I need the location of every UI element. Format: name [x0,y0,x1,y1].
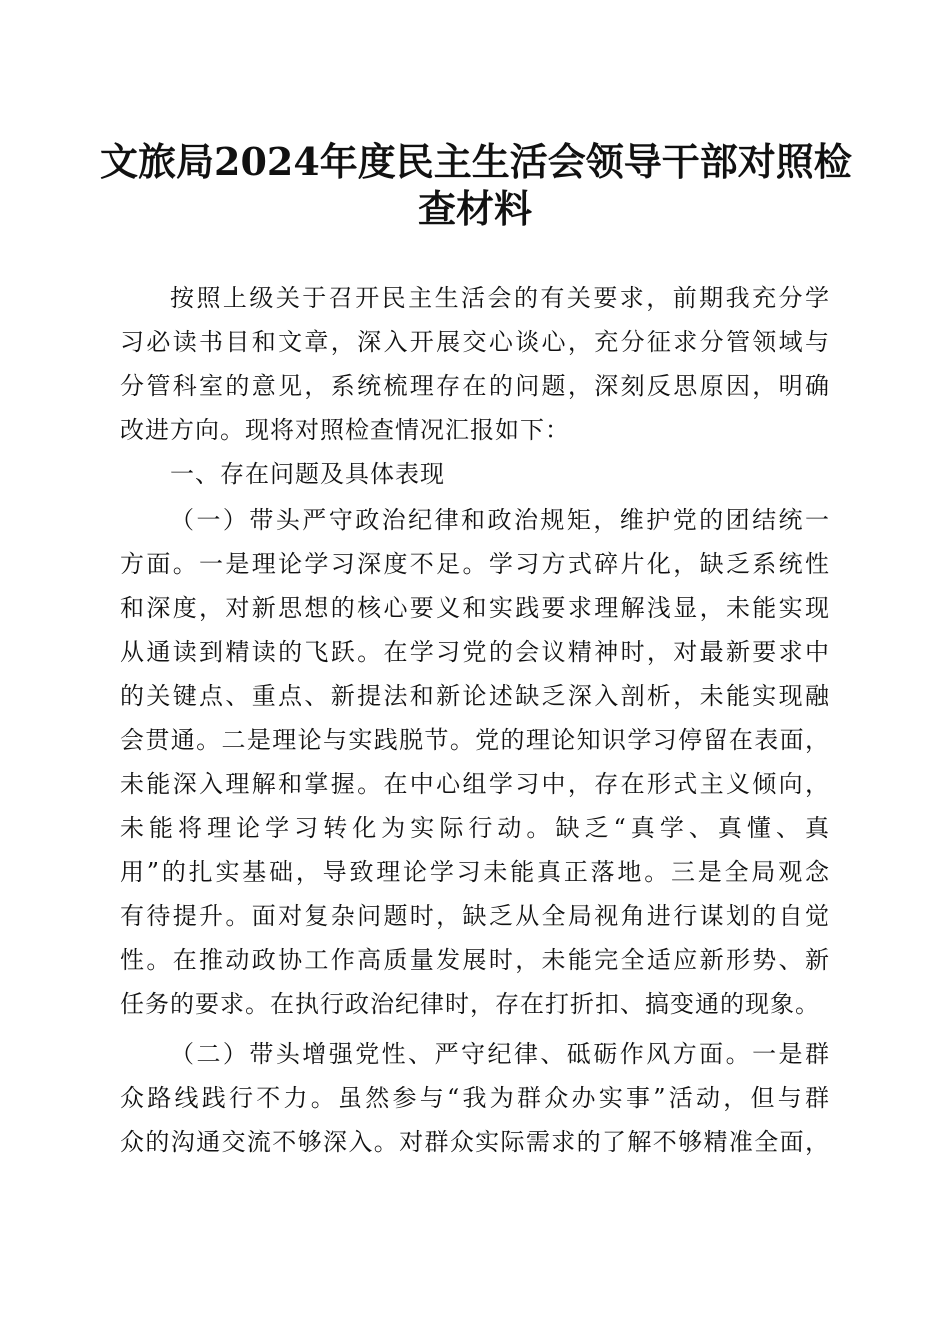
subsection-line: 方面。一是理论学习深度不足。学习方式碎片化，缺乏系统性 [120,550,830,578]
subsection-line: （二）带头增强党性、严守纪律、砥砺作风方面。一是群 [170,1040,830,1068]
intro-line: 改进方向。现将对照检查情况汇报如下： [120,416,570,444]
subsection-line: 的关键点、重点、新提法和新论述缺乏深入剖析，未能实现融 [120,682,830,710]
subsection-line: 未能深入理解和掌握。在中心组学习中，存在形式主义倾向， [120,770,830,798]
document-title-line-1: 文旅局2024年度民主生活会领导干部对照检 [100,139,852,184]
subsection-line: 和深度，对新思想的核心要义和实践要求理解浅显，未能实现 [120,594,830,622]
intro-line: 分管科室的意见，系统梳理存在的问题，深刻反思原因，明确 [120,372,830,400]
section-heading: 一、存在问题及具体表现 [170,460,445,488]
subsection-line: 会贯通。二是理论与实践脱节。党的理论知识学习停留在表面， [120,726,830,754]
intro-line: 习必读书目和文章，深入开展交心谈心，充分征求分管领域与 [120,328,830,356]
subsection-line: 用”的扎实基础，导致理论学习未能真正落地。三是全局观念 [120,858,830,886]
subsection-line: 从通读到精读的飞跃。在学习党的会议精神时，对最新要求中 [120,638,830,666]
subsection-line: 众路线践行不力。虽然参与“我为群众办实事”活动，但与群 [120,1084,830,1112]
subsection-line: （一）带头严守政治纪律和政治规矩，维护党的团结统一 [170,506,830,534]
subsection-line: 任务的要求。在执行政治纪律时，存在打折扣、搞变通的现象。 [120,990,820,1018]
document-title-line-2: 查材料 [417,186,532,231]
subsection-line: 未能将理论学习转化为实际行动。缺乏“真学、真懂、真 [120,814,830,842]
subsection-line: 性。在推动政协工作高质量发展时，未能完全适应新形势、新 [120,946,830,974]
intro-line: 按照上级关于召开民主生活会的有关要求，前期我充分学 [170,284,830,312]
subsection-line: 有待提升。面对复杂问题时，缺乏从全局视角进行谋划的自觉 [120,902,830,930]
subsection-line: 众的沟通交流不够深入。对群众实际需求的了解不够精准全面， [120,1128,830,1156]
